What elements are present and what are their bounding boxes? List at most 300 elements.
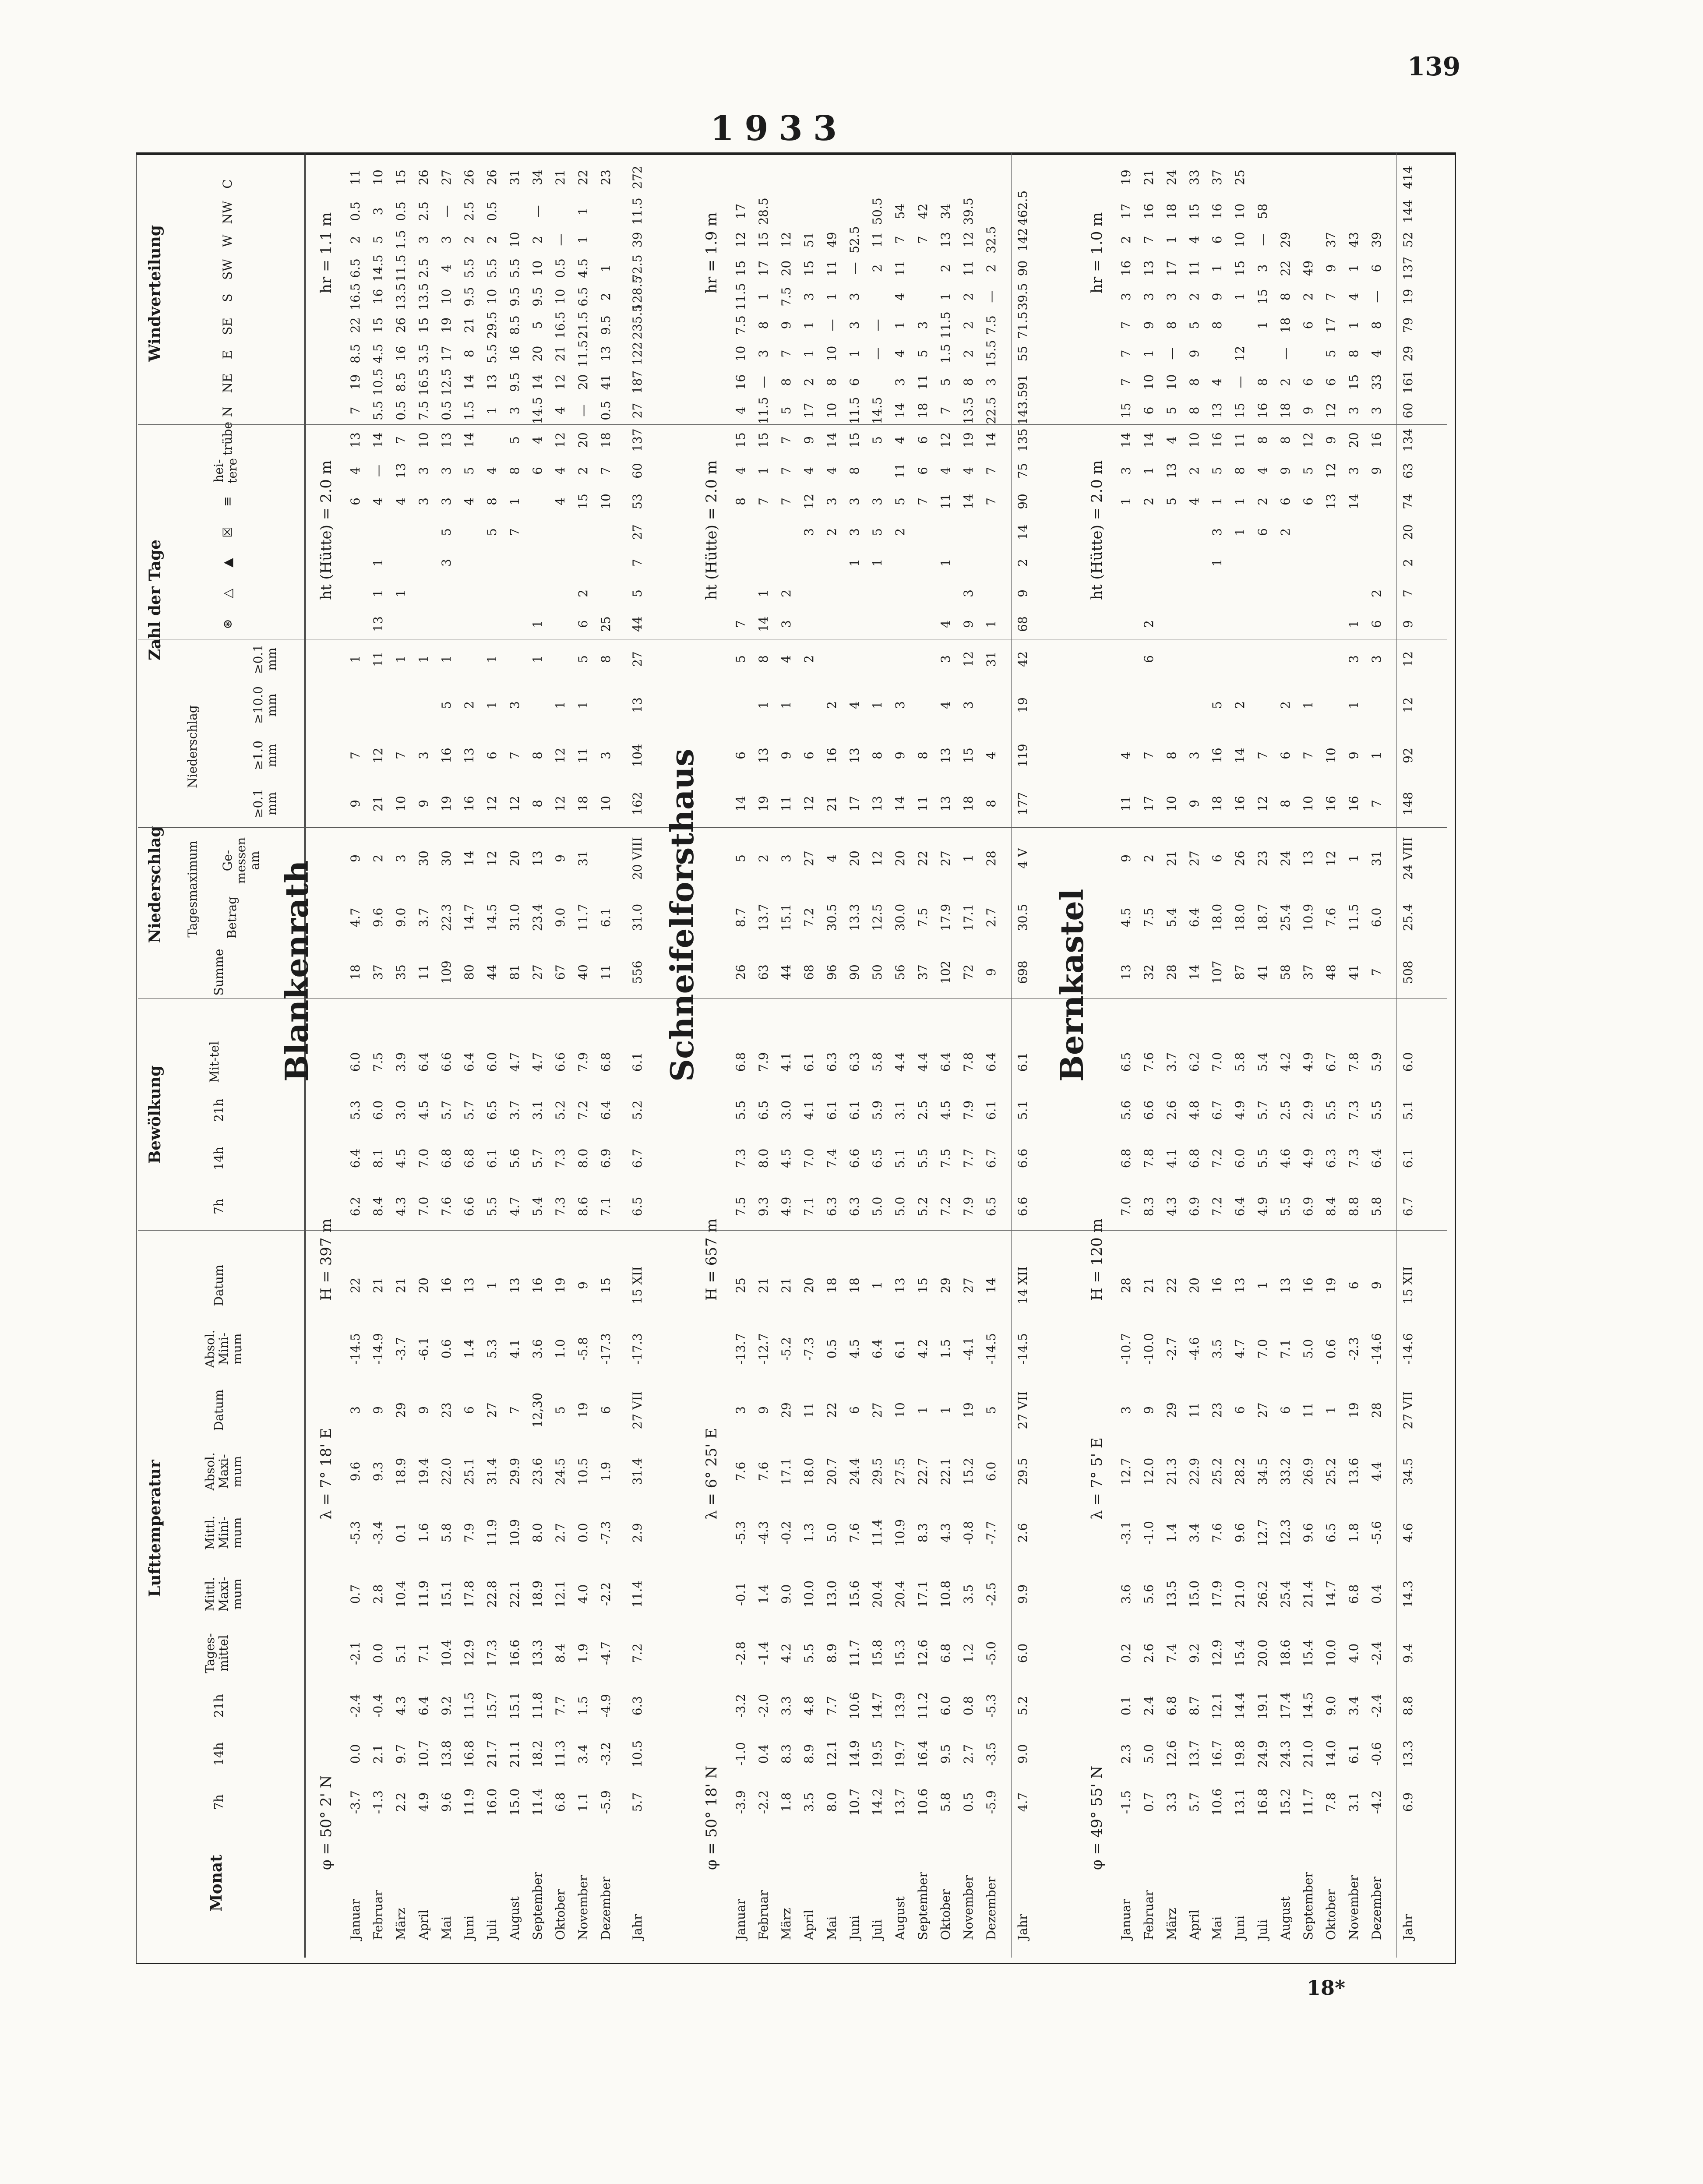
table-cell: 13.1 bbox=[1233, 1788, 1247, 1816]
table-cell: 20 bbox=[802, 1277, 816, 1293]
table-cell: 18 bbox=[599, 432, 613, 448]
table-cell: 49 bbox=[825, 232, 839, 248]
table-cell: -7.7 bbox=[984, 1521, 998, 1545]
table-cell: 8.5 bbox=[348, 344, 363, 363]
table-cell: 8 bbox=[1347, 349, 1361, 358]
table-cell: 11.5 bbox=[733, 283, 748, 310]
table-cell: 9 bbox=[1187, 800, 1202, 808]
table-cell: 43 bbox=[1347, 232, 1361, 248]
station-latitude: φ = 50° 2' N bbox=[317, 1775, 335, 1870]
table-cell: 8.3 bbox=[916, 1523, 930, 1543]
table-cell: 19 bbox=[756, 796, 771, 812]
table-cell: 41 bbox=[1347, 964, 1361, 980]
table-cell: — bbox=[439, 205, 454, 218]
table-cell: 15.1 bbox=[508, 1692, 522, 1720]
table-cell: 15 bbox=[733, 432, 748, 448]
table-cell: 6.4 bbox=[348, 1148, 363, 1168]
table-cell: 14 bbox=[462, 850, 476, 866]
table-cell: 1 bbox=[1347, 701, 1361, 709]
table-cell: 3 bbox=[1347, 655, 1361, 663]
table-cell: 5.5 bbox=[1324, 1100, 1338, 1120]
table-cell: 8 bbox=[1164, 321, 1179, 329]
table-cell: 5.5 bbox=[485, 1196, 499, 1217]
table-cell: 8 bbox=[870, 752, 885, 759]
table-cell: 3.4 bbox=[1187, 1523, 1202, 1543]
table-cell: 25 bbox=[733, 1277, 748, 1293]
table-cell: 3 bbox=[847, 293, 862, 301]
table-cell: 10 bbox=[1142, 374, 1156, 390]
table-cell: 12 bbox=[1401, 651, 1415, 667]
table-cell: 148 bbox=[1401, 792, 1415, 815]
table-cell: 5.4 bbox=[1164, 907, 1179, 928]
table-cell: 11.5 bbox=[630, 198, 645, 225]
table-cell: -4.1 bbox=[961, 1337, 976, 1361]
month-label: Februar bbox=[371, 1890, 385, 1940]
station-height: H = 120 m bbox=[1088, 1218, 1106, 1301]
table-cell: 22.8 bbox=[485, 1580, 499, 1608]
table-cell: 1 bbox=[916, 1406, 930, 1414]
table-cell: 21 bbox=[1142, 1277, 1156, 1293]
month-label: Januar bbox=[1119, 1898, 1133, 1940]
table-cell: 6.6 bbox=[1142, 1100, 1156, 1120]
table-cell: -2.5 bbox=[984, 1582, 998, 1606]
table-cell: 11.7 bbox=[1301, 1788, 1315, 1816]
table-cell: 6.0 bbox=[1233, 1148, 1247, 1168]
table-cell: 3 bbox=[1369, 406, 1384, 415]
table-cell: 1 bbox=[508, 497, 522, 505]
month-row bbox=[1347, 153, 1365, 1958]
table-cell: 1 bbox=[416, 655, 431, 663]
table-cell: 4.4 bbox=[893, 1052, 907, 1072]
table-cell: 4.0 bbox=[1347, 1643, 1361, 1663]
table-cell: 2 bbox=[462, 236, 476, 244]
table-cell: 68 bbox=[1015, 616, 1030, 632]
table-cell: 6.1 bbox=[802, 1052, 816, 1072]
table-cell: -2.0 bbox=[756, 1694, 771, 1718]
table-cell: 20 bbox=[576, 432, 590, 448]
table-cell: 23.4 bbox=[530, 903, 545, 931]
table-cell: 3 bbox=[439, 497, 454, 505]
table-cell: 2 bbox=[371, 854, 385, 862]
table-cell: 18 bbox=[576, 796, 590, 812]
table-cell: 12 bbox=[371, 748, 385, 763]
table-cell: 13 bbox=[1301, 850, 1315, 866]
month-label: April bbox=[416, 1909, 431, 1940]
table-cell: 33 bbox=[1369, 374, 1384, 390]
table-cell: 6.1 bbox=[630, 1052, 645, 1072]
table-cell: 21 bbox=[756, 1277, 771, 1293]
table-cell: 4.2 bbox=[1278, 1052, 1293, 1072]
table-cell: 11 bbox=[1187, 1402, 1202, 1418]
table-cell: 1 bbox=[802, 321, 816, 329]
header-datum-min: Datum bbox=[212, 1264, 226, 1306]
table-cell: 6.8 bbox=[1187, 1148, 1202, 1168]
table-cell: 17.3 bbox=[485, 1639, 499, 1667]
table-cell: 13 bbox=[870, 796, 885, 812]
table-cell: 27 VII bbox=[1401, 1391, 1415, 1429]
month-row bbox=[462, 153, 481, 1958]
table-cell: 6 bbox=[1369, 264, 1384, 272]
table-cell: 21 bbox=[779, 1277, 793, 1293]
table-cell: 7.2 bbox=[1210, 1196, 1224, 1217]
table-cell: 9 bbox=[1142, 1406, 1156, 1414]
table-cell: 37 bbox=[1301, 964, 1315, 980]
table-cell: 15 bbox=[802, 260, 816, 276]
table-cell: 10 bbox=[733, 346, 748, 362]
table-cell: 5.4 bbox=[1255, 1052, 1270, 1072]
table-cell: -0.1 bbox=[733, 1582, 748, 1606]
table-cell: 6.1 bbox=[984, 1100, 998, 1120]
fog-icon: ≡ bbox=[220, 496, 235, 507]
table-cell: 9.5 bbox=[599, 315, 613, 335]
table-cell: 10 bbox=[530, 260, 545, 276]
table-cell: 9 bbox=[802, 436, 816, 444]
header-absol-mini: Absol. Mini-mum bbox=[203, 1330, 244, 1368]
table-cell: 22.0 bbox=[439, 1457, 454, 1485]
table-cell: 1.0 bbox=[553, 1339, 568, 1359]
table-cell: 1.5 bbox=[462, 401, 476, 420]
table-cell: 4.9 bbox=[779, 1196, 793, 1217]
table-cell: 5.9 bbox=[1369, 1052, 1384, 1072]
table-cell: -0.6 bbox=[1369, 1742, 1384, 1766]
table-cell: 41 bbox=[599, 374, 613, 390]
table-cell: 15.1 bbox=[779, 903, 793, 931]
table-cell: 15 bbox=[394, 169, 408, 185]
table-cell: 1 bbox=[1324, 1406, 1338, 1414]
table-cell: 7.9 bbox=[462, 1523, 476, 1543]
table-cell: 9.9 bbox=[1015, 1584, 1030, 1604]
table-cell: 119 bbox=[1015, 744, 1030, 767]
table-cell: 6 bbox=[1301, 497, 1315, 505]
table-cell: 5.6 bbox=[508, 1148, 522, 1168]
table-cell: 9.6 bbox=[1233, 1523, 1247, 1543]
table-cell: 18.6 bbox=[1278, 1639, 1293, 1667]
table-cell: 2.9 bbox=[630, 1523, 645, 1543]
table-cell: 11.5 bbox=[938, 311, 953, 339]
table-cell: 3 bbox=[394, 854, 408, 862]
table-cell: 4.4 bbox=[1369, 1461, 1384, 1482]
table-cell: 15 bbox=[916, 1277, 930, 1293]
table-cell: 3 bbox=[802, 293, 816, 301]
table-cell: 0.5 bbox=[553, 258, 568, 278]
table-cell: -2.4 bbox=[1369, 1694, 1384, 1718]
month-label: Mai bbox=[1210, 1916, 1224, 1940]
table-cell: 29.5 bbox=[485, 311, 499, 339]
table-cell: 5.3 bbox=[348, 1100, 363, 1120]
table-cell: 90 bbox=[1015, 494, 1030, 509]
station-longitude: λ = 7° 5' E bbox=[1088, 1437, 1106, 1520]
table-cell: 3 bbox=[961, 589, 976, 597]
table-cell: 3 bbox=[961, 701, 976, 709]
table-cell: 10.5 bbox=[576, 1457, 590, 1485]
table-cell: 12 bbox=[553, 374, 568, 390]
table-cell: 8.0 bbox=[825, 1792, 839, 1812]
table-cell: 32 bbox=[1142, 964, 1156, 980]
table-cell: 15 bbox=[1233, 260, 1247, 276]
table-cell: 15 bbox=[1233, 402, 1247, 419]
table-cell: 11 bbox=[599, 964, 613, 980]
table-cell: 14 bbox=[1233, 748, 1247, 763]
table-cell: 3 bbox=[508, 701, 522, 709]
table-cell: 16 bbox=[530, 1277, 545, 1293]
table-cell: 4.3 bbox=[938, 1523, 953, 1543]
table-cell: 15.8 bbox=[870, 1639, 885, 1667]
table-cell: 5 bbox=[530, 321, 545, 329]
table-cell: 11 bbox=[416, 964, 431, 980]
table-cell: 6 bbox=[348, 497, 363, 505]
table-cell: 22.1 bbox=[508, 1580, 522, 1608]
table-cell: 7 bbox=[1401, 589, 1415, 597]
table-cell: 8 bbox=[779, 378, 793, 386]
table-cell: 6.6 bbox=[1015, 1196, 1030, 1217]
table-cell: 0.8 bbox=[961, 1696, 976, 1716]
table-cell: 27 bbox=[485, 1402, 499, 1418]
table-cell: -3.5 bbox=[984, 1742, 998, 1766]
table-cell: 7 bbox=[1142, 752, 1156, 759]
table-cell: 7 bbox=[508, 752, 522, 759]
table-cell: 19 bbox=[439, 796, 454, 812]
table-cell: 9 bbox=[961, 620, 976, 628]
table-cell: 9 bbox=[1187, 349, 1202, 358]
table-cell: 22 bbox=[1278, 260, 1293, 276]
table-cell: 4 bbox=[553, 467, 568, 475]
table-cell: 9 bbox=[1210, 293, 1224, 301]
table-cell: 4 bbox=[1119, 752, 1133, 759]
table-cell: 4 bbox=[825, 854, 839, 862]
page-number: 139 bbox=[1407, 52, 1461, 81]
table-cell: 1 bbox=[756, 701, 771, 709]
table-cell: 4.0 bbox=[576, 1584, 590, 1604]
table-cell: 9.6 bbox=[371, 907, 385, 928]
table-cell: 235.5 bbox=[630, 304, 645, 339]
month-label: April bbox=[1187, 1909, 1202, 1940]
table-cell: 21 bbox=[553, 346, 568, 362]
table-cell: 68 bbox=[802, 964, 816, 980]
table-cell: 6 bbox=[802, 752, 816, 759]
table-cell: 6 bbox=[599, 1406, 613, 1414]
table-cell: -1.0 bbox=[1142, 1521, 1156, 1545]
header-bew-14h: 14h bbox=[212, 1147, 226, 1170]
table-cell: 1 bbox=[371, 559, 385, 567]
table-cell: 9 bbox=[779, 752, 793, 759]
table-cell: -2.8 bbox=[733, 1641, 748, 1665]
table-cell: 6.0 bbox=[1401, 1052, 1415, 1072]
header-wind-sw: SW bbox=[220, 259, 235, 280]
table-cell: 1 bbox=[1347, 264, 1361, 272]
table-cell: 31.4 bbox=[630, 1457, 645, 1485]
table-cell: 6.4 bbox=[870, 1339, 885, 1359]
table-cell: 2.7 bbox=[553, 1523, 568, 1543]
table-cell: 2 bbox=[1142, 620, 1156, 628]
table-cell: 2 bbox=[779, 589, 793, 597]
table-cell: 4 bbox=[1255, 467, 1270, 475]
table-cell: 31.0 bbox=[508, 903, 522, 931]
table-cell: 12 bbox=[553, 432, 568, 448]
table-cell: 9.5 bbox=[530, 287, 545, 307]
table-cell: 1.4 bbox=[1164, 1523, 1179, 1543]
table-cell: 2 bbox=[1278, 378, 1293, 386]
table-cell: — bbox=[870, 319, 885, 332]
table-cell: 5.0 bbox=[893, 1196, 907, 1217]
table-cell: 18 bbox=[1210, 796, 1224, 812]
table-cell: 39.5 bbox=[961, 198, 976, 225]
table-cell: 10.5 bbox=[371, 368, 385, 396]
table-cell: 22 bbox=[825, 1402, 839, 1418]
table-cell: 4.7 bbox=[1233, 1339, 1247, 1359]
table-cell: 24.9 bbox=[1255, 1740, 1270, 1768]
table-cell: 16 bbox=[1255, 402, 1270, 419]
table-cell: 18.0 bbox=[802, 1457, 816, 1485]
table-cell: 6 bbox=[916, 436, 930, 444]
table-cell: 5.5 bbox=[1255, 1148, 1270, 1168]
table-cell: 5.8 bbox=[1369, 1196, 1384, 1217]
table-cell: -1.5 bbox=[1119, 1790, 1133, 1814]
month-label: Februar bbox=[756, 1890, 771, 1940]
table-cell: 7.8 bbox=[1142, 1148, 1156, 1168]
year-total-row bbox=[630, 153, 649, 1958]
table-cell: 3 bbox=[916, 321, 930, 329]
station-longitude: λ = 7° 18' E bbox=[317, 1428, 335, 1520]
month-row bbox=[416, 153, 435, 1958]
table-cell: 17 bbox=[733, 203, 748, 219]
table-cell: 6.8 bbox=[733, 1052, 748, 1072]
table-cell: 16 bbox=[1210, 203, 1224, 219]
table-cell: 2 bbox=[893, 528, 907, 536]
table-cell: 3 bbox=[416, 236, 431, 244]
table-cell: 122 bbox=[630, 342, 645, 366]
table-cell: 30 bbox=[439, 850, 454, 866]
table-cell: 11 bbox=[576, 748, 590, 763]
month-row bbox=[916, 153, 934, 1958]
table-cell: 20.7 bbox=[825, 1457, 839, 1485]
table-cell: 27 bbox=[530, 964, 545, 980]
table-cell: 4.5 bbox=[938, 1100, 953, 1120]
table-cell: -3.4 bbox=[371, 1521, 385, 1545]
table-cell: 2.5 bbox=[916, 1100, 930, 1120]
table-cell: 11 bbox=[1187, 260, 1202, 276]
table-cell: 5.5 bbox=[916, 1148, 930, 1168]
table-cell: 6.5 bbox=[756, 1100, 771, 1120]
table-cell: 9 bbox=[416, 1406, 431, 1414]
month-row bbox=[984, 153, 1003, 1958]
station-ht: ht (Hütte) = 2.0 m bbox=[1088, 460, 1106, 600]
table-cell: -5.8 bbox=[576, 1337, 590, 1361]
table-cell: 17 bbox=[1142, 796, 1156, 812]
table-cell: 6.5 bbox=[1324, 1523, 1338, 1543]
table-cell: 3.3 bbox=[1164, 1792, 1179, 1812]
table-cell: 5 bbox=[733, 854, 748, 862]
header-tagesmittel: Tages-mittel bbox=[203, 1633, 231, 1673]
table-cell: 0.5 bbox=[394, 401, 408, 420]
table-cell: 698 bbox=[1015, 960, 1030, 984]
table-cell: 6 bbox=[1301, 321, 1315, 329]
table-cell: 12 bbox=[508, 796, 522, 812]
table-cell: 3 bbox=[439, 559, 454, 567]
month-row bbox=[1233, 153, 1252, 1958]
table-cell: 10 bbox=[416, 432, 431, 448]
table-cell: 2.5 bbox=[462, 201, 476, 221]
table-cell: 34 bbox=[530, 169, 545, 185]
table-cell: 0.4 bbox=[1369, 1584, 1384, 1604]
table-cell: 6 bbox=[847, 378, 862, 386]
table-cell: 44 bbox=[630, 616, 645, 632]
table-cell: 7.5 bbox=[984, 315, 998, 335]
table-cell: 6.8 bbox=[1119, 1148, 1133, 1168]
table-cell: 9.5 bbox=[462, 287, 476, 307]
table-cell: 42 bbox=[1015, 651, 1030, 667]
table-cell: 5.1 bbox=[394, 1643, 408, 1663]
table-cell: 3 bbox=[599, 752, 613, 759]
table-cell: 272 bbox=[630, 166, 645, 189]
table-cell: 15.6 bbox=[847, 1580, 862, 1608]
table-cell: 9 bbox=[348, 800, 363, 808]
table-cell: 5.5 bbox=[371, 401, 385, 420]
table-cell: — bbox=[1164, 347, 1179, 360]
table-cell: 1 bbox=[1255, 321, 1270, 329]
table-cell: 26 bbox=[462, 169, 476, 185]
table-cell: 14 bbox=[961, 494, 976, 509]
month-row bbox=[1119, 153, 1138, 1958]
table-cell: 15.2 bbox=[1278, 1788, 1293, 1816]
table-cell: 2.7 bbox=[984, 907, 998, 928]
table-cell: 7 bbox=[1369, 968, 1384, 976]
table-cell: 11 bbox=[893, 463, 907, 479]
table-cell: 8.8 bbox=[1347, 1196, 1361, 1217]
month-row bbox=[1324, 153, 1343, 1958]
table-cell: 39 bbox=[630, 232, 645, 248]
table-cell: 11 bbox=[961, 260, 976, 276]
table-cell: — bbox=[847, 262, 862, 275]
table-cell: 17 bbox=[756, 260, 771, 276]
table-cell: 2 bbox=[576, 467, 590, 475]
table-cell: 34.5 bbox=[1401, 1457, 1415, 1485]
table-cell: 2.5 bbox=[1278, 1100, 1293, 1120]
table-cell: 12.9 bbox=[1210, 1639, 1224, 1667]
table-cell: 6.4 bbox=[1369, 1148, 1384, 1168]
table-cell: 13 bbox=[599, 346, 613, 362]
table-cell: 27.5 bbox=[893, 1457, 907, 1485]
table-cell: 4 bbox=[825, 467, 839, 475]
table-cell: 4 bbox=[553, 497, 568, 505]
table-cell: 7.3 bbox=[1347, 1100, 1361, 1120]
table-cell: 11 bbox=[348, 169, 363, 185]
table-cell: 40 bbox=[576, 964, 590, 980]
table-cell: 13.5 bbox=[416, 283, 431, 310]
table-cell: 7.5 bbox=[733, 1196, 748, 1217]
table-cell: 8.6 bbox=[576, 1196, 590, 1217]
table-cell: 5.1 bbox=[893, 1148, 907, 1168]
table-cell: 22.7 bbox=[916, 1457, 930, 1485]
table-cell: 12.5 bbox=[439, 368, 454, 396]
table-cell: 7 bbox=[779, 436, 793, 444]
month-label: Jahr bbox=[1401, 1914, 1415, 1940]
table-cell: 0.1 bbox=[394, 1523, 408, 1543]
table-cell: — bbox=[984, 290, 998, 303]
table-cell: 25.1 bbox=[462, 1457, 476, 1485]
table-cell: 15 bbox=[1347, 374, 1361, 390]
table-cell: 9.4 bbox=[1401, 1643, 1415, 1663]
table-cell: 13 bbox=[1324, 494, 1338, 509]
table-cell: 5.2 bbox=[1015, 1696, 1030, 1716]
table-cell: 21 bbox=[371, 796, 385, 812]
table-cell: 39.5 bbox=[1015, 283, 1030, 310]
table-cell: 7.1 bbox=[802, 1196, 816, 1217]
table-cell: 4 bbox=[847, 701, 862, 709]
table-cell: 2 bbox=[802, 378, 816, 386]
table-cell: 7 bbox=[779, 349, 793, 358]
table-cell: 12 bbox=[961, 232, 976, 248]
month-row bbox=[802, 153, 821, 1958]
